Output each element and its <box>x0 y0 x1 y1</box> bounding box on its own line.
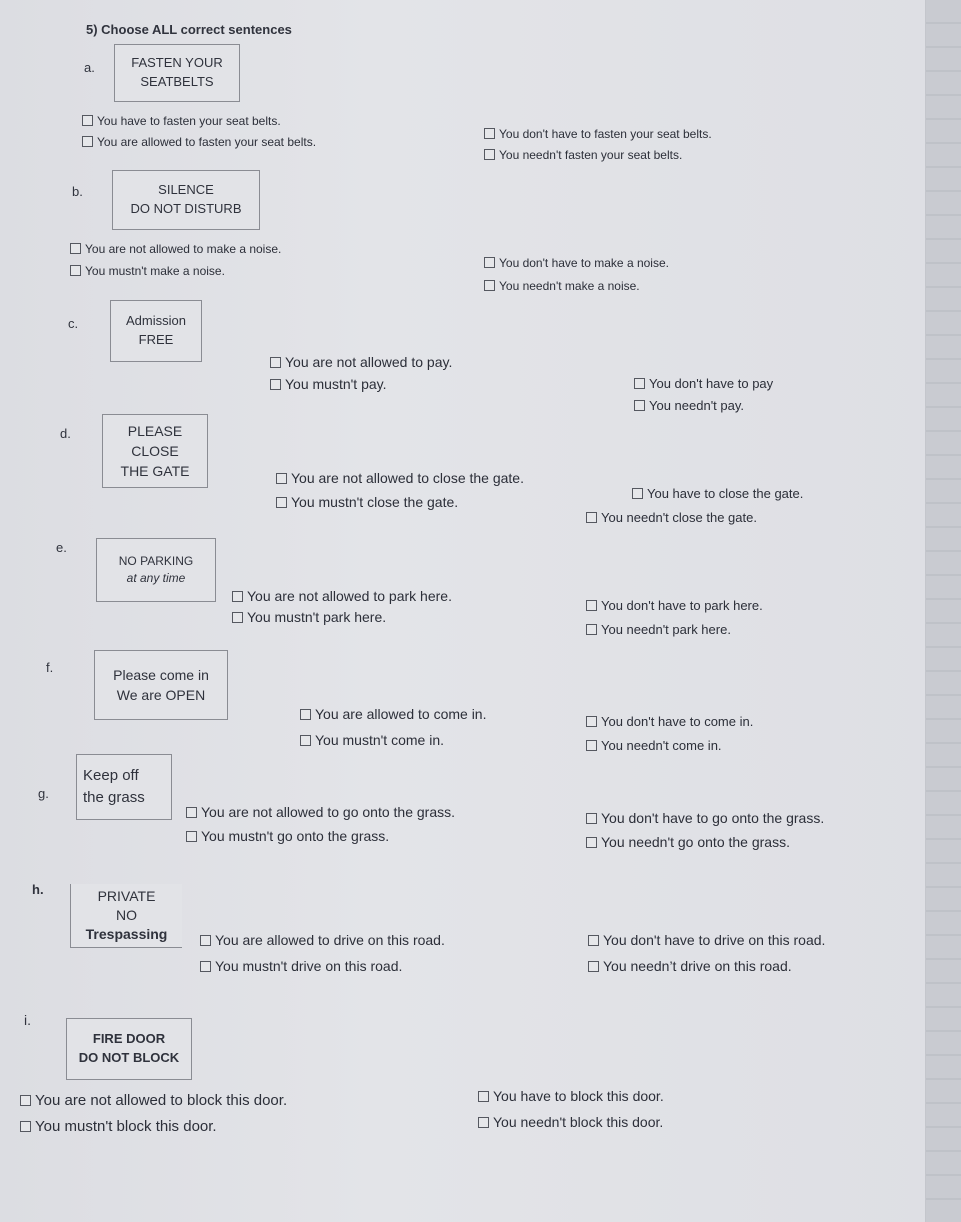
checkbox[interactable] <box>478 1091 489 1102</box>
option-text: You are not allowed to make a noise. <box>85 242 282 256</box>
checkbox[interactable] <box>588 961 599 972</box>
option-text: You needn't park here. <box>601 622 731 637</box>
option-text: You are not allowed to park here. <box>247 588 452 604</box>
option-d3[interactable] <box>632 486 803 501</box>
checkbox[interactable] <box>300 709 311 720</box>
option-text: You don't have to come in. <box>601 714 754 729</box>
option-text: You are not allowed to pay. <box>285 354 453 370</box>
option-f2[interactable] <box>300 732 444 748</box>
option-i1[interactable] <box>20 1092 287 1109</box>
section-h-letter: h. <box>32 882 44 897</box>
section-i-letter: i. <box>24 1012 31 1028</box>
checkbox[interactable] <box>200 935 211 946</box>
option-e2[interactable] <box>232 609 386 625</box>
sign-line: THE GATE <box>120 463 190 480</box>
option-a1[interactable] <box>82 114 281 128</box>
option-text: You needn't close the gate. <box>601 510 757 525</box>
sign-line: FREE <box>138 332 174 347</box>
option-text: You have to close the gate. <box>647 486 804 501</box>
checkbox[interactable] <box>634 378 645 389</box>
section-e-letter: e. <box>56 540 67 555</box>
option-text: You mustn't close the gate. <box>291 494 459 510</box>
checkbox[interactable] <box>20 1095 31 1106</box>
checkbox[interactable] <box>484 128 495 139</box>
option-f4[interactable] <box>586 738 722 753</box>
checkbox[interactable] <box>478 1117 489 1128</box>
sign-line: PLEASE <box>127 422 183 439</box>
option-a4[interactable] <box>484 148 682 162</box>
section-a-letter: a. <box>84 60 95 75</box>
checkbox[interactable] <box>200 961 211 972</box>
checkbox[interactable] <box>588 935 599 946</box>
checkbox[interactable] <box>586 716 597 727</box>
checkbox[interactable] <box>186 831 197 842</box>
sign-close-gate <box>102 414 208 488</box>
option-text: You mustn't come in. <box>315 732 445 748</box>
option-text: You mustn't pay. <box>285 376 387 392</box>
option-text: You are allowed to fasten your seat belts. <box>97 135 317 149</box>
option-c2[interactable] <box>270 376 387 392</box>
option-text: You mustn't go onto the grass. <box>201 828 390 844</box>
checkbox[interactable] <box>586 813 597 824</box>
option-h2[interactable] <box>200 958 402 974</box>
sign-come-in <box>94 650 228 720</box>
option-text: You don't have to drive on this road. <box>603 932 826 948</box>
option-b3[interactable] <box>484 256 669 270</box>
option-text: You are not allowed to go onto the grass. <box>201 804 455 820</box>
sign-line: SILENCE <box>158 182 214 198</box>
checkbox[interactable] <box>484 149 495 160</box>
option-a2[interactable] <box>82 135 316 149</box>
sign-line: We are OPEN <box>116 687 206 703</box>
option-b1[interactable] <box>70 242 281 256</box>
sign-line: PRIVATE <box>97 888 156 905</box>
sign-line: DO NOT BLOCK <box>78 1050 180 1065</box>
option-text: You don't have to pay <box>649 376 774 391</box>
option-text: You are not allowed to block this door. <box>35 1092 288 1109</box>
checkbox[interactable] <box>276 473 287 484</box>
option-text: You are allowed to drive on this road. <box>215 932 445 948</box>
option-i4[interactable] <box>478 1114 663 1130</box>
section-b-letter: b. <box>72 184 83 199</box>
sign-seatbelts <box>114 44 240 102</box>
option-f1[interactable] <box>300 706 486 722</box>
checkbox[interactable] <box>270 379 281 390</box>
option-text: You needn't make a noise. <box>499 279 640 293</box>
option-text: You have to block this door. <box>493 1088 664 1104</box>
checkbox[interactable] <box>484 257 495 268</box>
sign-fire-door <box>66 1018 192 1080</box>
option-c1[interactable] <box>270 354 452 370</box>
option-b2[interactable] <box>70 264 225 278</box>
checkbox[interactable] <box>82 115 93 126</box>
option-g2[interactable] <box>186 828 389 844</box>
option-text: You needn't go onto the grass. <box>601 834 790 850</box>
sign-private <box>70 884 182 948</box>
option-d4[interactable] <box>586 510 757 525</box>
option-text: You needn't come in. <box>601 738 722 753</box>
sign-line: Trespassing <box>85 925 168 942</box>
sign-no-parking <box>96 538 216 602</box>
checkbox[interactable] <box>632 488 643 499</box>
checkbox[interactable] <box>20 1121 31 1132</box>
option-g1[interactable] <box>186 804 455 820</box>
checkbox[interactable] <box>82 136 93 147</box>
sign-line: Please come in <box>113 666 209 683</box>
checkbox[interactable] <box>70 243 81 254</box>
option-text: You mustn't drive on this road. <box>215 958 403 974</box>
checkbox[interactable] <box>586 624 597 635</box>
sign-line: DO NOT DISTURB <box>130 201 242 216</box>
checkbox[interactable] <box>270 357 281 368</box>
sign-line: SEATBELTS <box>140 74 214 89</box>
section-f-letter: f. <box>46 660 54 675</box>
sign-silence <box>112 170 260 230</box>
option-text: You are not allowed to close the gate. <box>291 470 524 486</box>
sign-line: Keep off <box>83 767 139 785</box>
option-f3[interactable] <box>586 714 753 729</box>
option-text: You mustn't make a noise. <box>85 264 225 278</box>
option-d2[interactable] <box>276 494 458 510</box>
sign-line: NO <box>116 907 137 924</box>
checkbox[interactable] <box>586 740 597 751</box>
option-i3[interactable] <box>478 1088 664 1104</box>
exercise-title: 5) Choose ALL correct sentences <box>86 22 292 37</box>
option-text: You don't have to make a noise. <box>499 256 669 270</box>
option-text: You mustn't park here. <box>247 609 387 625</box>
option-text: You don't have to fasten your seat belts. <box>499 127 712 141</box>
checkbox[interactable] <box>586 512 597 523</box>
option-text: You needn't pay. <box>649 398 745 413</box>
checkbox[interactable] <box>586 600 597 611</box>
checkbox[interactable] <box>232 612 243 623</box>
checkbox[interactable] <box>232 591 243 602</box>
option-e1[interactable] <box>232 588 452 604</box>
sign-line: CLOSE <box>131 442 179 459</box>
section-c-letter: c. <box>68 316 79 331</box>
section-g-letter: g. <box>38 786 49 801</box>
checkbox[interactable] <box>634 400 645 411</box>
option-text: You have to fasten your seat belts. <box>97 114 281 128</box>
option-e3[interactable] <box>586 598 763 613</box>
sign-admission <box>110 300 202 362</box>
checkbox[interactable] <box>300 735 311 746</box>
option-g3[interactable] <box>586 810 824 826</box>
option-c4[interactable] <box>634 398 744 413</box>
checkbox[interactable] <box>276 497 287 508</box>
sign-keep-off-grass <box>76 754 172 820</box>
option-h1[interactable] <box>200 932 445 948</box>
option-text: You needn’t drive on this road. <box>603 958 792 974</box>
sign-line: NO PARKING <box>118 553 194 568</box>
option-text: You don't have to park here. <box>601 598 763 613</box>
option-h3[interactable] <box>588 932 825 948</box>
checkbox[interactable] <box>586 837 597 848</box>
option-h4[interactable] <box>588 958 792 974</box>
option-text: You are allowed to come in. <box>315 706 487 722</box>
option-text: You mustn't block this door. <box>35 1118 217 1135</box>
option-c3[interactable] <box>634 376 773 391</box>
option-a3[interactable] <box>484 127 712 141</box>
option-text: You don't have to go onto the grass. <box>601 810 825 826</box>
checkbox[interactable] <box>186 807 197 818</box>
option-text: You needn't fasten your seat belts. <box>499 148 683 162</box>
option-g4[interactable] <box>586 834 790 850</box>
option-b4[interactable] <box>484 279 640 293</box>
sign-line: Admission <box>126 313 186 329</box>
section-d-letter: d. <box>60 426 71 441</box>
sign-line: FASTEN YOUR <box>131 55 223 71</box>
option-e4[interactable] <box>586 622 731 637</box>
sign-line: FIRE DOOR <box>92 1031 166 1047</box>
checkbox[interactable] <box>70 265 81 276</box>
option-d1[interactable] <box>276 470 524 486</box>
option-i2[interactable] <box>20 1118 217 1135</box>
checkbox[interactable] <box>484 280 495 291</box>
option-text: You needn't block this door. <box>493 1114 664 1130</box>
notebook-edge <box>925 0 961 1222</box>
sign-line: at any time <box>126 571 186 585</box>
sign-line: the grass <box>83 789 145 806</box>
